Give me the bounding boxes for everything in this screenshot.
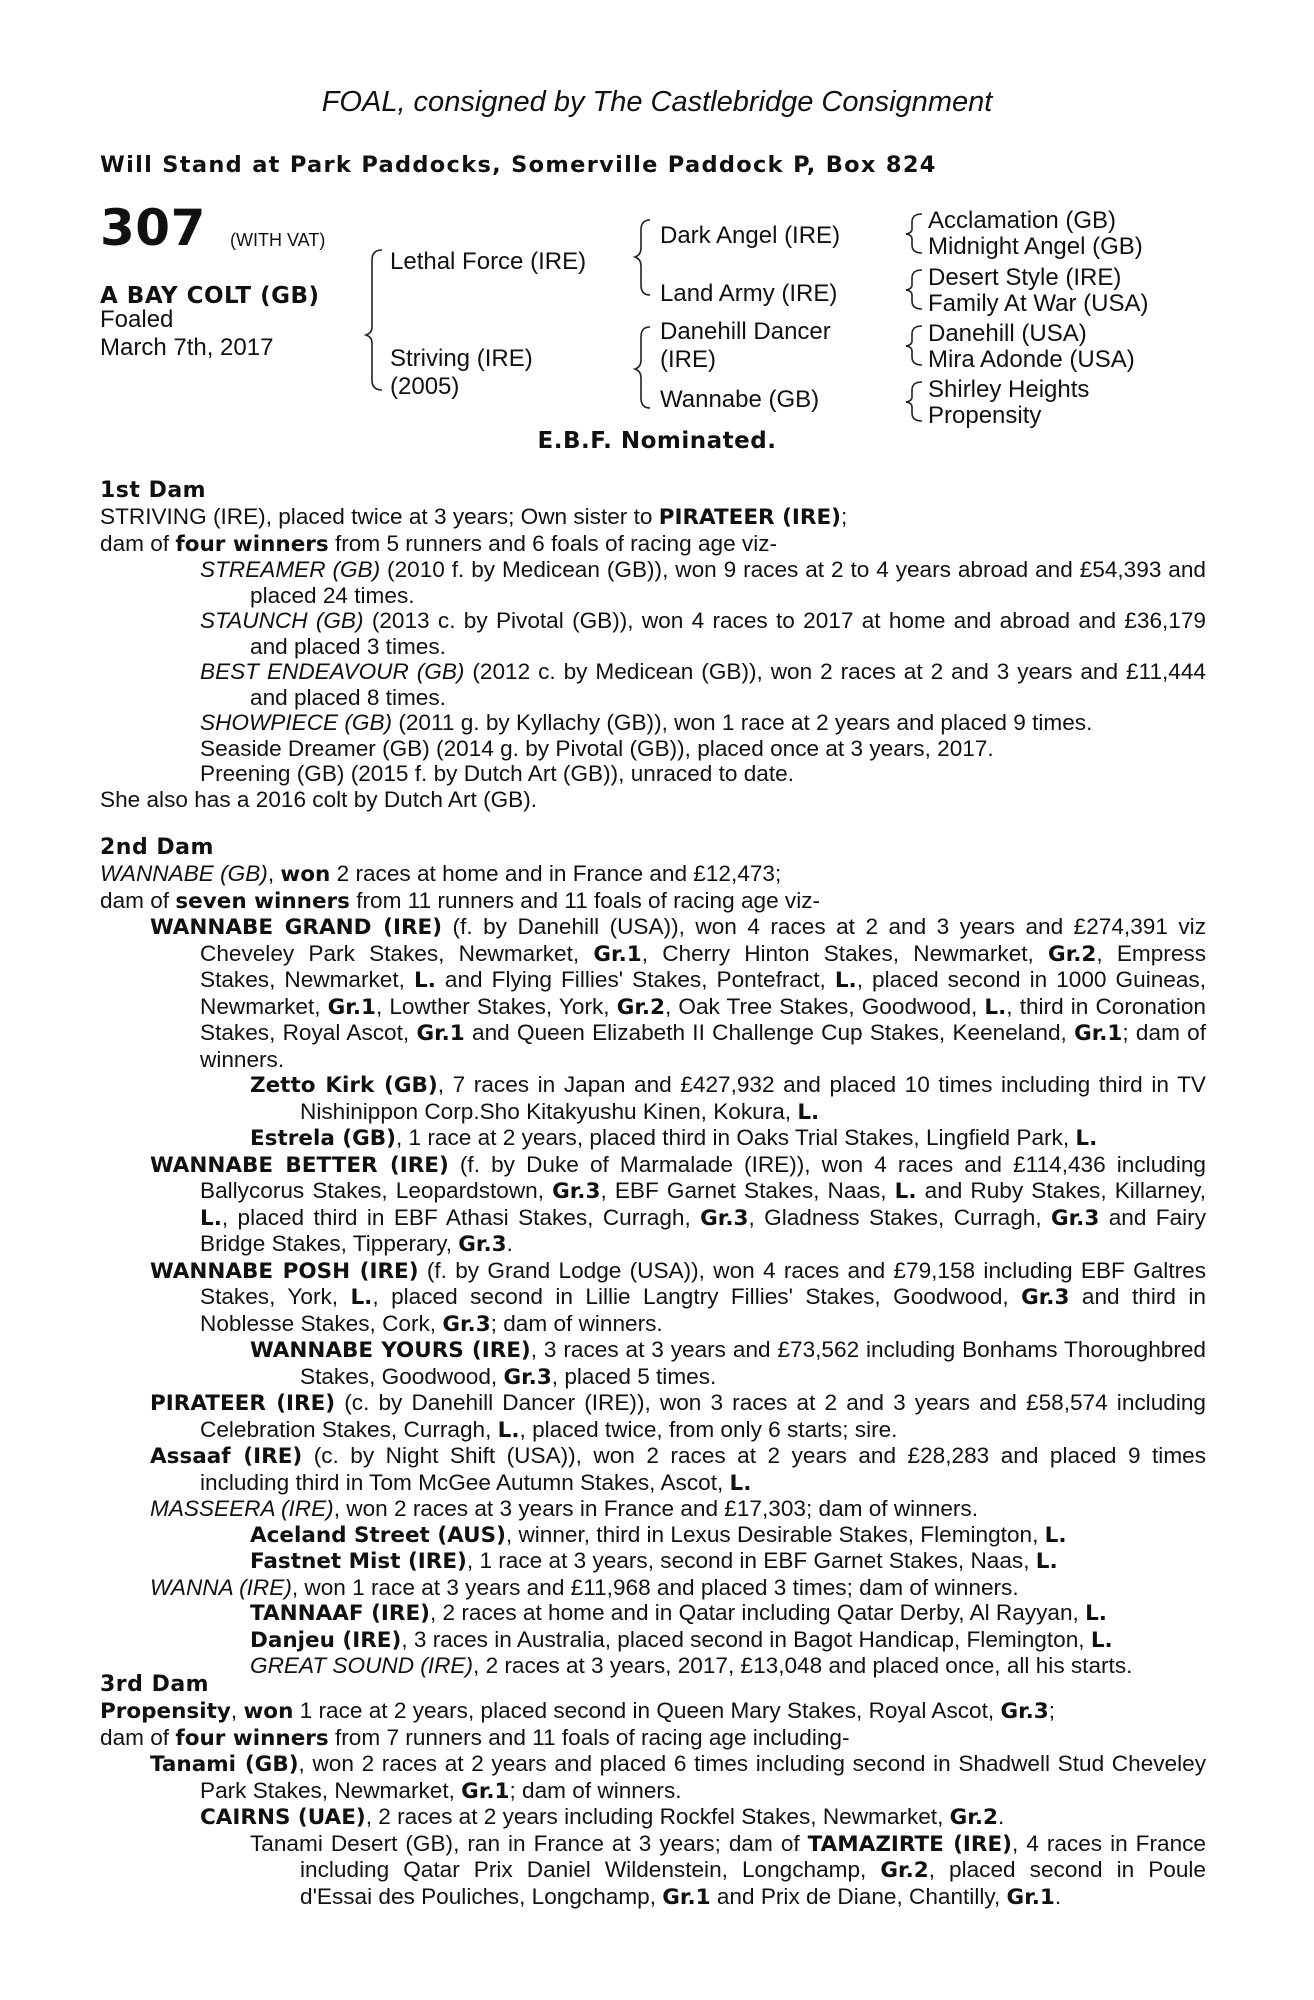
lot-number: 307: [100, 199, 206, 257]
pedigree-g3-5: Danehill (USA): [928, 320, 1087, 347]
pedigree-dam-name: Striving (IRE): [390, 345, 533, 372]
second-dam-produce-summary: dam of seven winners from 11 runners and 11 foals of racing age viz-: [100, 887, 821, 914]
produce-entry: MASSEERA (IRE), won 2 races at 3 years in France and £17,303; dam of winners.: [150, 1496, 978, 1521]
produce-entry: SHOWPIECE (GB) (2011 g. by Kyllachy (GB)), won 1 race at 2 years and placed 9 times.: [200, 710, 1093, 735]
pedigree-sire-dam: Land Army (IRE): [660, 280, 838, 307]
first-dam-section: [100, 478, 1206, 812]
third-dam-produce-summary: dam of four winners from 7 runners and 11 foals of racing age including-: [100, 1724, 850, 1751]
produce-entry: CAIRNS (UAE), 2 races at 2 years including Rockfel Stakes, Newmarket, Gr.2.: [200, 1804, 1005, 1830]
produce-entry: Zetto Kirk (GB), 7 races in Japan and £427,932 and placed 10 times including third in TV Nishinippon Corp.Sho Kitakyushu Kinen, Kokura, L.: [250, 1072, 1206, 1125]
pedigree-dam-sire-country: (IRE): [660, 346, 716, 373]
pedigree-g3-8: Propensity: [928, 402, 1042, 429]
pedigree-g3-1: Acclamation (GB): [928, 207, 1117, 234]
produce-entry: Aceland Street (AUS), winner, third in Lexus Desirable Stakes, Flemington, L.: [250, 1521, 1067, 1548]
produce-entry: STREAMER (GB) (2010 f. by Medicean (GB)), won 9 races at 2 to 4 years abroad and £54,393 and placed 24 times.: [200, 557, 1206, 608]
produce-entry: GREAT SOUND (IRE), 2 races at 3 years, 2017, £13,048 and placed once, all his starts.: [250, 1653, 1133, 1678]
pedigree-dam: [390, 345, 533, 401]
produce-entry: Seaside Dreamer (GB) (2014 g. by Pivotal (GB)), placed once at 3 years, 2017.: [200, 735, 994, 761]
pedigree-sire: Lethal Force (IRE): [390, 248, 587, 275]
vat-note: (WITH VAT): [230, 230, 326, 250]
second-dam-section: [100, 835, 1206, 1679]
produce-entry: Fastnet Mist (IRE), 1 race at 3 years, second in EBF Garnet Stakes, Naas, L.: [250, 1548, 1058, 1574]
pedigree-dam-dam: Wannabe (GB): [660, 386, 820, 413]
pedigree-sire-sire: Dark Angel (IRE): [660, 222, 841, 249]
produce-entry: Tanami (GB), won 2 races at 2 years and placed 6 times including second in Shadwell Stud Cheveley Park Stakes, Newmarket, Gr.1; dam of winners.: [150, 1751, 1206, 1804]
pedigree-g3-3: Desert Style (IRE): [928, 264, 1122, 291]
produce-entry: WANNABE BETTER (IRE) (f. by Duke of Marmalade (IRE)), won 4 races and £114,436 including Ballycorus Stakes, Leopardstown, Gr.3, EBF Garnet Stakes, Naas, L. and Ruby Stakes, Killarney, L., placed third in EBF Athasi Stakes, Curragh, Gr.3, Gladness Stakes, Curragh, Gr.3 and Fairy Bridge Stakes, Tipperary, Gr.3.: [150, 1151, 1206, 1257]
produce-entry: WANNABE GRAND (IRE) (f. by Danehill (USA)), won 4 races at 2 and 3 years and £274,391 viz Cheveley Park Stakes, Newmarket, Gr.1, Cherry Hinton Stakes, Newmarket, Gr.2, Empress Stakes, Newmarket, L. and Flying Fillies' Stakes, Pontefract, L., placed second in 1000 Guineas, Newmarket, Gr.1, Lowther Stakes, York, Gr.2, Oak Tree Stakes, Goodwood, L., third in Coronation Stakes, Royal Ascot, Gr.1 and Queen Elizabeth II Challenge Cup Stakes, Keeneland, Gr.1; dam of winners.: [150, 914, 1206, 1072]
pedigree-dam-sire: [660, 318, 831, 374]
produce-entry: PIRATEER (IRE) (c. by Danehill Dancer (IRE)), won 3 races at 2 and 3 years and £58,574 including Celebration Stakes, Curragh, L., placed twice, from only 6 starts; sire.: [150, 1390, 1206, 1443]
produce-entry: STAUNCH (GB) (2013 c. by Pivotal (GB)), won 4 races to 2017 at home and abroad and £36,179 and placed 3 times.: [200, 608, 1206, 659]
second-dam-heading: 2nd Dam: [100, 835, 214, 860]
produce-entry: Tanami Desert (GB), ran in France at 3 years; dam of TAMAZIRTE (IRE), 4 races in France including Qatar Prix Daniel Wildenstein, Longchamp, Gr.2, placed second in Poule d'Essai des Pouliches, Longchamp, Gr.1 and Prix de Diane, Chantilly, Gr.1.: [250, 1830, 1206, 1910]
foaled-label: Foaled: [100, 306, 174, 333]
lot-title: A BAY COLT (GB): [100, 283, 320, 309]
produce-entry: Danjeu (IRE), 3 races in Australia, placed second in Bagot Handicap, Flemington, L.: [250, 1626, 1113, 1653]
pedigree-dam-sire-name: Danehill Dancer: [660, 318, 831, 345]
produce-entry: WANNA (IRE), won 1 race at 3 years and £11,968 and placed 3 times; dam of winners.: [150, 1574, 1019, 1600]
produce-entry: WANNABE POSH (IRE) (f. by Grand Lodge (USA)), won 4 races and £79,158 including EBF Galtres Stakes, York, L., placed second in Lillie Langtry Fillies' Stakes, Goodwood, Gr.3 and third in Noblesse Stakes, Cork, Gr.3; dam of winners.: [150, 1257, 1206, 1337]
first-dam-produce-summary: dam of four winners from 5 runners and 6 foals of racing age viz-: [100, 530, 778, 557]
produce-entry: BEST ENDEAVOUR (GB) (2012 c. by Medicean (GB)), won 2 races at 2 and 3 years and £11,444 and placed 8 times.: [200, 659, 1206, 710]
third-dam-section: [100, 1672, 1206, 1910]
ebf-note: E.B.F. Nominated.: [537, 428, 777, 454]
pedigree-g3-7: Shirley Heights: [928, 376, 1090, 403]
pedigree-g3-2: Midnight Angel (GB): [928, 233, 1143, 260]
pedigree-brace-icon: [0, 0, 1314, 440]
produce-entry: TANNAAF (IRE), 2 races at home and in Qatar including Qatar Derby, Al Rayyan, L.: [250, 1600, 1107, 1626]
first-dam-intro: STRIVING (IRE), placed twice at 3 years; Own sister to PIRATEER (IRE);: [100, 504, 848, 530]
produce-entry: Preening (GB) (2015 f. by Dutch Art (GB)), unraced to date.: [200, 761, 794, 786]
produce-entry: Assaaf (IRE) (c. by Night Shift (USA)), won 2 races at 2 years and £28,283 and placed 9 times including third in Tom McGee Autumn Stakes, Ascot, L.: [150, 1443, 1207, 1496]
third-dam-intro: Propensity, won 1 race at 2 years, placed second in Queen Mary Stakes, Royal Ascot, Gr.3;: [100, 1698, 1056, 1724]
stabling-line: Will Stand at Park Paddocks, Somerville Paddock P, Box 824: [100, 152, 937, 178]
first-dam-heading: 1st Dam: [100, 478, 207, 503]
produce-note: She also has a 2016 colt by Dutch Art (GB).: [100, 786, 538, 812]
second-dam-intro: WANNABE (GB), won 2 races at home and in France and £12,473;: [100, 861, 782, 887]
third-dam-heading: 3rd Dam: [100, 1672, 210, 1697]
pedigree-dam-year: (2005): [390, 373, 460, 400]
produce-entry: Estrela (GB), 1 race at 2 years, placed third in Oaks Trial Stakes, Lingfield Park, L.: [250, 1125, 1098, 1151]
produce-entry: WANNABE YOURS (IRE), 3 races at 3 years and £73,562 including Bonhams Thoroughbred Stakes, Goodwood, Gr.3, placed 5 times.: [250, 1337, 1206, 1390]
pedigree-g3-6: Mira Adonde (USA): [928, 346, 1135, 373]
foaled-date: March 7th, 2017: [100, 334, 274, 361]
pedigree-g3-4: Family At War (USA): [928, 290, 1149, 317]
consignor-line: FOAL, consigned by The Castlebridge Consignment: [321, 86, 993, 118]
